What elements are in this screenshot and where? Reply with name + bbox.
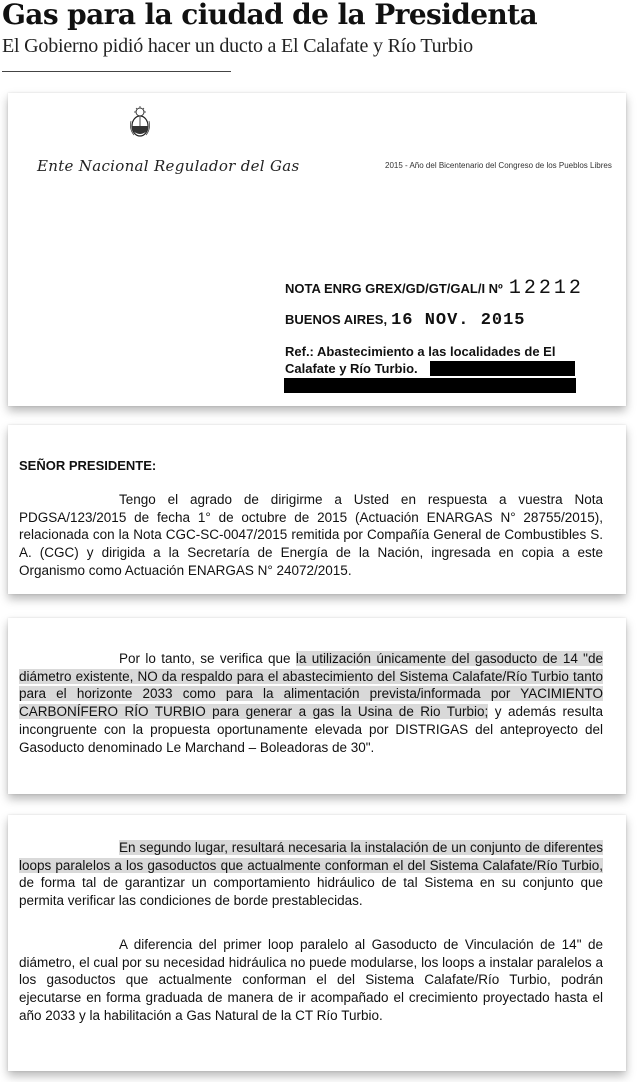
highlighted-text: la utilización únicamente del gasoducto de 14 "de diámetro existente, NO da respaldo para el abastecimiento del Sistema Calafate/Río Turbio tanto para el horizonte 2033 como para la alimentación prevista/informada por YACIMIENTO CARBONÍFERO RÍO TURBIO para generar a gas la Usina de Rio Turbio; [19, 651, 603, 720]
redaction-bar [430, 361, 575, 376]
article-subhead: El Gobierno pidió hacer un ducto a El Calafate y Río Turbio [2, 35, 473, 57]
document-clipping-conclusion [8, 618, 626, 794]
reference-line: Ref.: Abastecimiento a las localidades de El Calafate y Río Turbio. [285, 344, 556, 376]
gradual-loops-paragraph: A diferencia del primer loop paralelo al Gasoducto de Vinculación de 14" de diámetro, el cual por su necesidad hidráulica no puede modularse, los loops a instalar paralelos a los gasoductos que actualmente conforman el del Sistema Calafate/Río Turbio, podrán ejecutarse en forma graduada de manera de ir acompañado el crecimiento proyectado hasta el año 2033 y la habilitación a Gas Natural de la CT Río Turbio. [19, 937, 603, 1023]
nota-label: NOTA ENRG GREX/GD/GT/GAL/I Nº [285, 281, 503, 296]
date-line [285, 311, 526, 330]
article-headline: Gas para la ciudad de la Presidenta [2, 0, 538, 31]
paragraph-rest: y además resulta incongruente con la propuesta oportunamente elevada por DISTRIGAS del anteproyecto del Gasoducto denominado Le Marchand – Boleadoras de 30". [19, 704, 603, 755]
conclusion-paragraph [19, 650, 603, 756]
loops-paragraph [19, 839, 603, 910]
year-motto: 2015 - Año del Bicentenario del Congreso de los Pueblos Libres [385, 161, 612, 170]
argentina-coat-of-arms-icon [128, 105, 152, 139]
document-clipping-letterhead [8, 93, 626, 406]
redaction-bar [284, 378, 576, 393]
paragraph-lead: Por lo tanto, se verifica que [119, 651, 296, 666]
intro-paragraph: Tengo el agrado de dirigirme a Usted en respuesta a vuestra Nota PDGSA/123/2015 de fecha 1° de octubre de 2015 (Actuación ENARGAS N° 28755/2015), relacionada con la Nota CGC-SC-0047/2015 remitida por Compañía General de Combustibles S. A. (CGC) y dirigida a la Secretaría de Energía de la Nación, ingresada en copia a este Organismo como Actuación ENARGAS N° 24072/2015. [19, 492, 603, 578]
nota-number: 12212 [508, 277, 584, 300]
document-clipping-loops [8, 815, 626, 1071]
highlighted-text: En segundo lugar, resultará necesaria la instalación de un conjunto de diferentes loops paralelos a los gasoductos que actualmente conforman el del Sistema Calafate/Río Turbio, [19, 840, 603, 873]
nota-line [285, 277, 584, 300]
city: BUENOS AIRES, [285, 312, 388, 327]
headline-divider [2, 71, 231, 72]
date-stamp: 16 NOV. 2015 [391, 311, 526, 330]
document-clipping-intro [8, 425, 626, 594]
salutation: SEÑOR PRESIDENTE: [19, 458, 157, 473]
agency-name: Ente Nacional Regulador del Gas [37, 157, 300, 175]
paragraph-rest: de forma tal de garantizar un comportamiento hidráulico de tal Sistema en su conjunto que permita verificar las condiciones de borde prestablecidas. [19, 875, 603, 909]
